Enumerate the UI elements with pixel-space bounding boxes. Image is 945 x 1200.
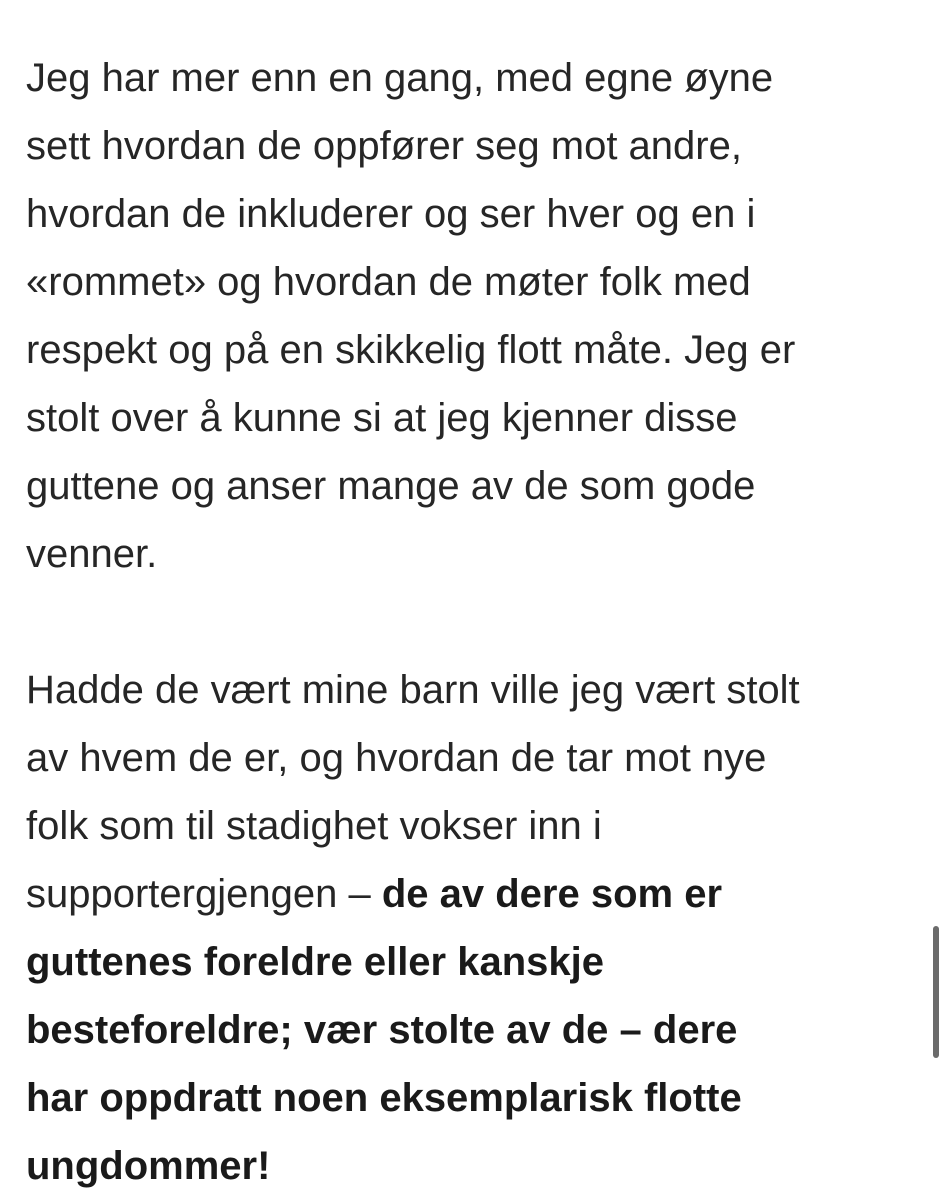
text-line: folk som til stadighet vokser inn i bbox=[26, 804, 602, 848]
regular-text-segment: supportergjengen – bbox=[26, 872, 382, 916]
text-line: hvordan de inkluderer og ser hver og en i bbox=[26, 192, 756, 236]
scrollbar-thumb[interactable] bbox=[933, 926, 939, 1058]
text-line: venner. bbox=[26, 532, 158, 576]
text-line: «rommet» og hvordan de møter folk med bbox=[26, 260, 751, 304]
text-line: stolt over å kunne si at jeg kjenner disse bbox=[26, 396, 738, 440]
bold-text-line: besteforeldre; vær stolte av de – dere bbox=[26, 1008, 738, 1052]
bold-text-segment: de av dere som er bbox=[381, 872, 723, 916]
text-line: respekt og på en skikkelig flott måte. Jeg er bbox=[26, 328, 796, 372]
bold-text-line: har oppdratt noen eksemplarisk flotte bbox=[26, 1076, 742, 1120]
mixed-text-line bbox=[26, 860, 926, 928]
bold-text-line: guttenes foreldre eller kanskje bbox=[26, 940, 605, 984]
text-line: sett hvordan de oppfører seg mot andre, bbox=[26, 124, 742, 168]
text-line: Hadde de vært mine barn ville jeg vært stolt bbox=[26, 668, 800, 712]
text-line: av hvem de er, og hvordan de tar mot nye bbox=[26, 736, 767, 780]
paragraph-2 bbox=[26, 656, 926, 1200]
text-line: guttene og anser mange av de som gode bbox=[26, 464, 756, 508]
text-line: Jeg har mer enn en gang, med egne øyne bbox=[26, 56, 774, 100]
article-body bbox=[26, 44, 926, 1200]
paragraph-1 bbox=[26, 44, 926, 588]
bold-text-line: ungdommer! bbox=[26, 1144, 271, 1188]
